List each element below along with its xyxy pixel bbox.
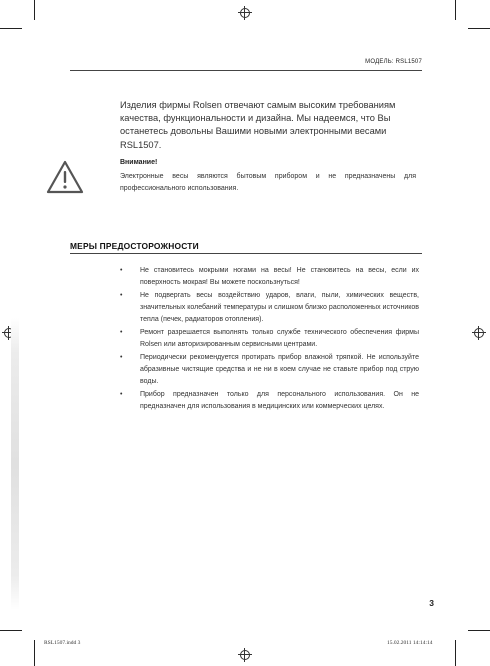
intro-paragraph: Изделия фирмы Rolsen отвечают самым высоким требованиям качества, функциональности и дизайна. Мы надеемся, что Вы останетесь довольны Вашими новыми электронными весами RSL1507. xyxy=(120,100,396,150)
registration-mark xyxy=(238,6,252,20)
crop-mark xyxy=(455,0,456,20)
crop-mark xyxy=(468,28,490,29)
section-title: МЕРЫ ПРЕДОСТОРОЖНОСТИ xyxy=(70,241,199,251)
list-item: • Не подвергать весы воздействию ударов, влаги, пыли, химических веществ, значительных колебаний температуры и слишком близко расположенных источников тепла (печек, радиаторов отопления). xyxy=(120,290,419,326)
section-divider xyxy=(70,253,422,254)
crop-mark xyxy=(455,640,456,666)
list-item: • Прибор предназначен только для персонального использования. Он не предназначен для использования в медицинских или коммерческих целях. xyxy=(120,389,419,413)
list-item: • Периодически рекомендуется протирать прибор влажной тряпкой. Не используйте абразивные чистящие средства и не ни в коем случае не ставьте прибор под струю воды. xyxy=(120,352,419,388)
list-item: • Ремонт разрешается выполнять только службе технического обеспечения фирмы Rolsen или авторизированным сервисными центрами. xyxy=(120,327,419,351)
page-number: 3 xyxy=(429,598,434,608)
list-item: • Не становитесь мокрыми ногами на весы! Не становитесь на весы, если их поверхность мокрая! Вы можете поскользнуться! xyxy=(120,265,419,289)
precautions-list xyxy=(120,265,419,414)
crop-mark xyxy=(34,0,35,20)
warning-text: Электронные весы являются бытовым прибором и не предназначены для профессионального использования. xyxy=(120,173,416,192)
crop-mark xyxy=(34,640,35,666)
crop-mark xyxy=(468,630,490,631)
warning-triangle-icon xyxy=(46,160,84,194)
crop-mark xyxy=(0,630,22,631)
print-footer-timestamp: 15.02.2011 14:14:14 xyxy=(387,640,433,646)
header-divider xyxy=(70,70,422,71)
print-footer-file: RSL1507.indd 3 xyxy=(44,640,81,646)
model-label: МОДЕЛЬ: RSL1507 xyxy=(365,59,422,65)
warning-title: Внимание! xyxy=(120,159,158,166)
side-tab-bar xyxy=(11,318,19,610)
registration-mark xyxy=(472,326,486,340)
registration-mark xyxy=(238,648,252,662)
crop-mark xyxy=(0,28,22,29)
